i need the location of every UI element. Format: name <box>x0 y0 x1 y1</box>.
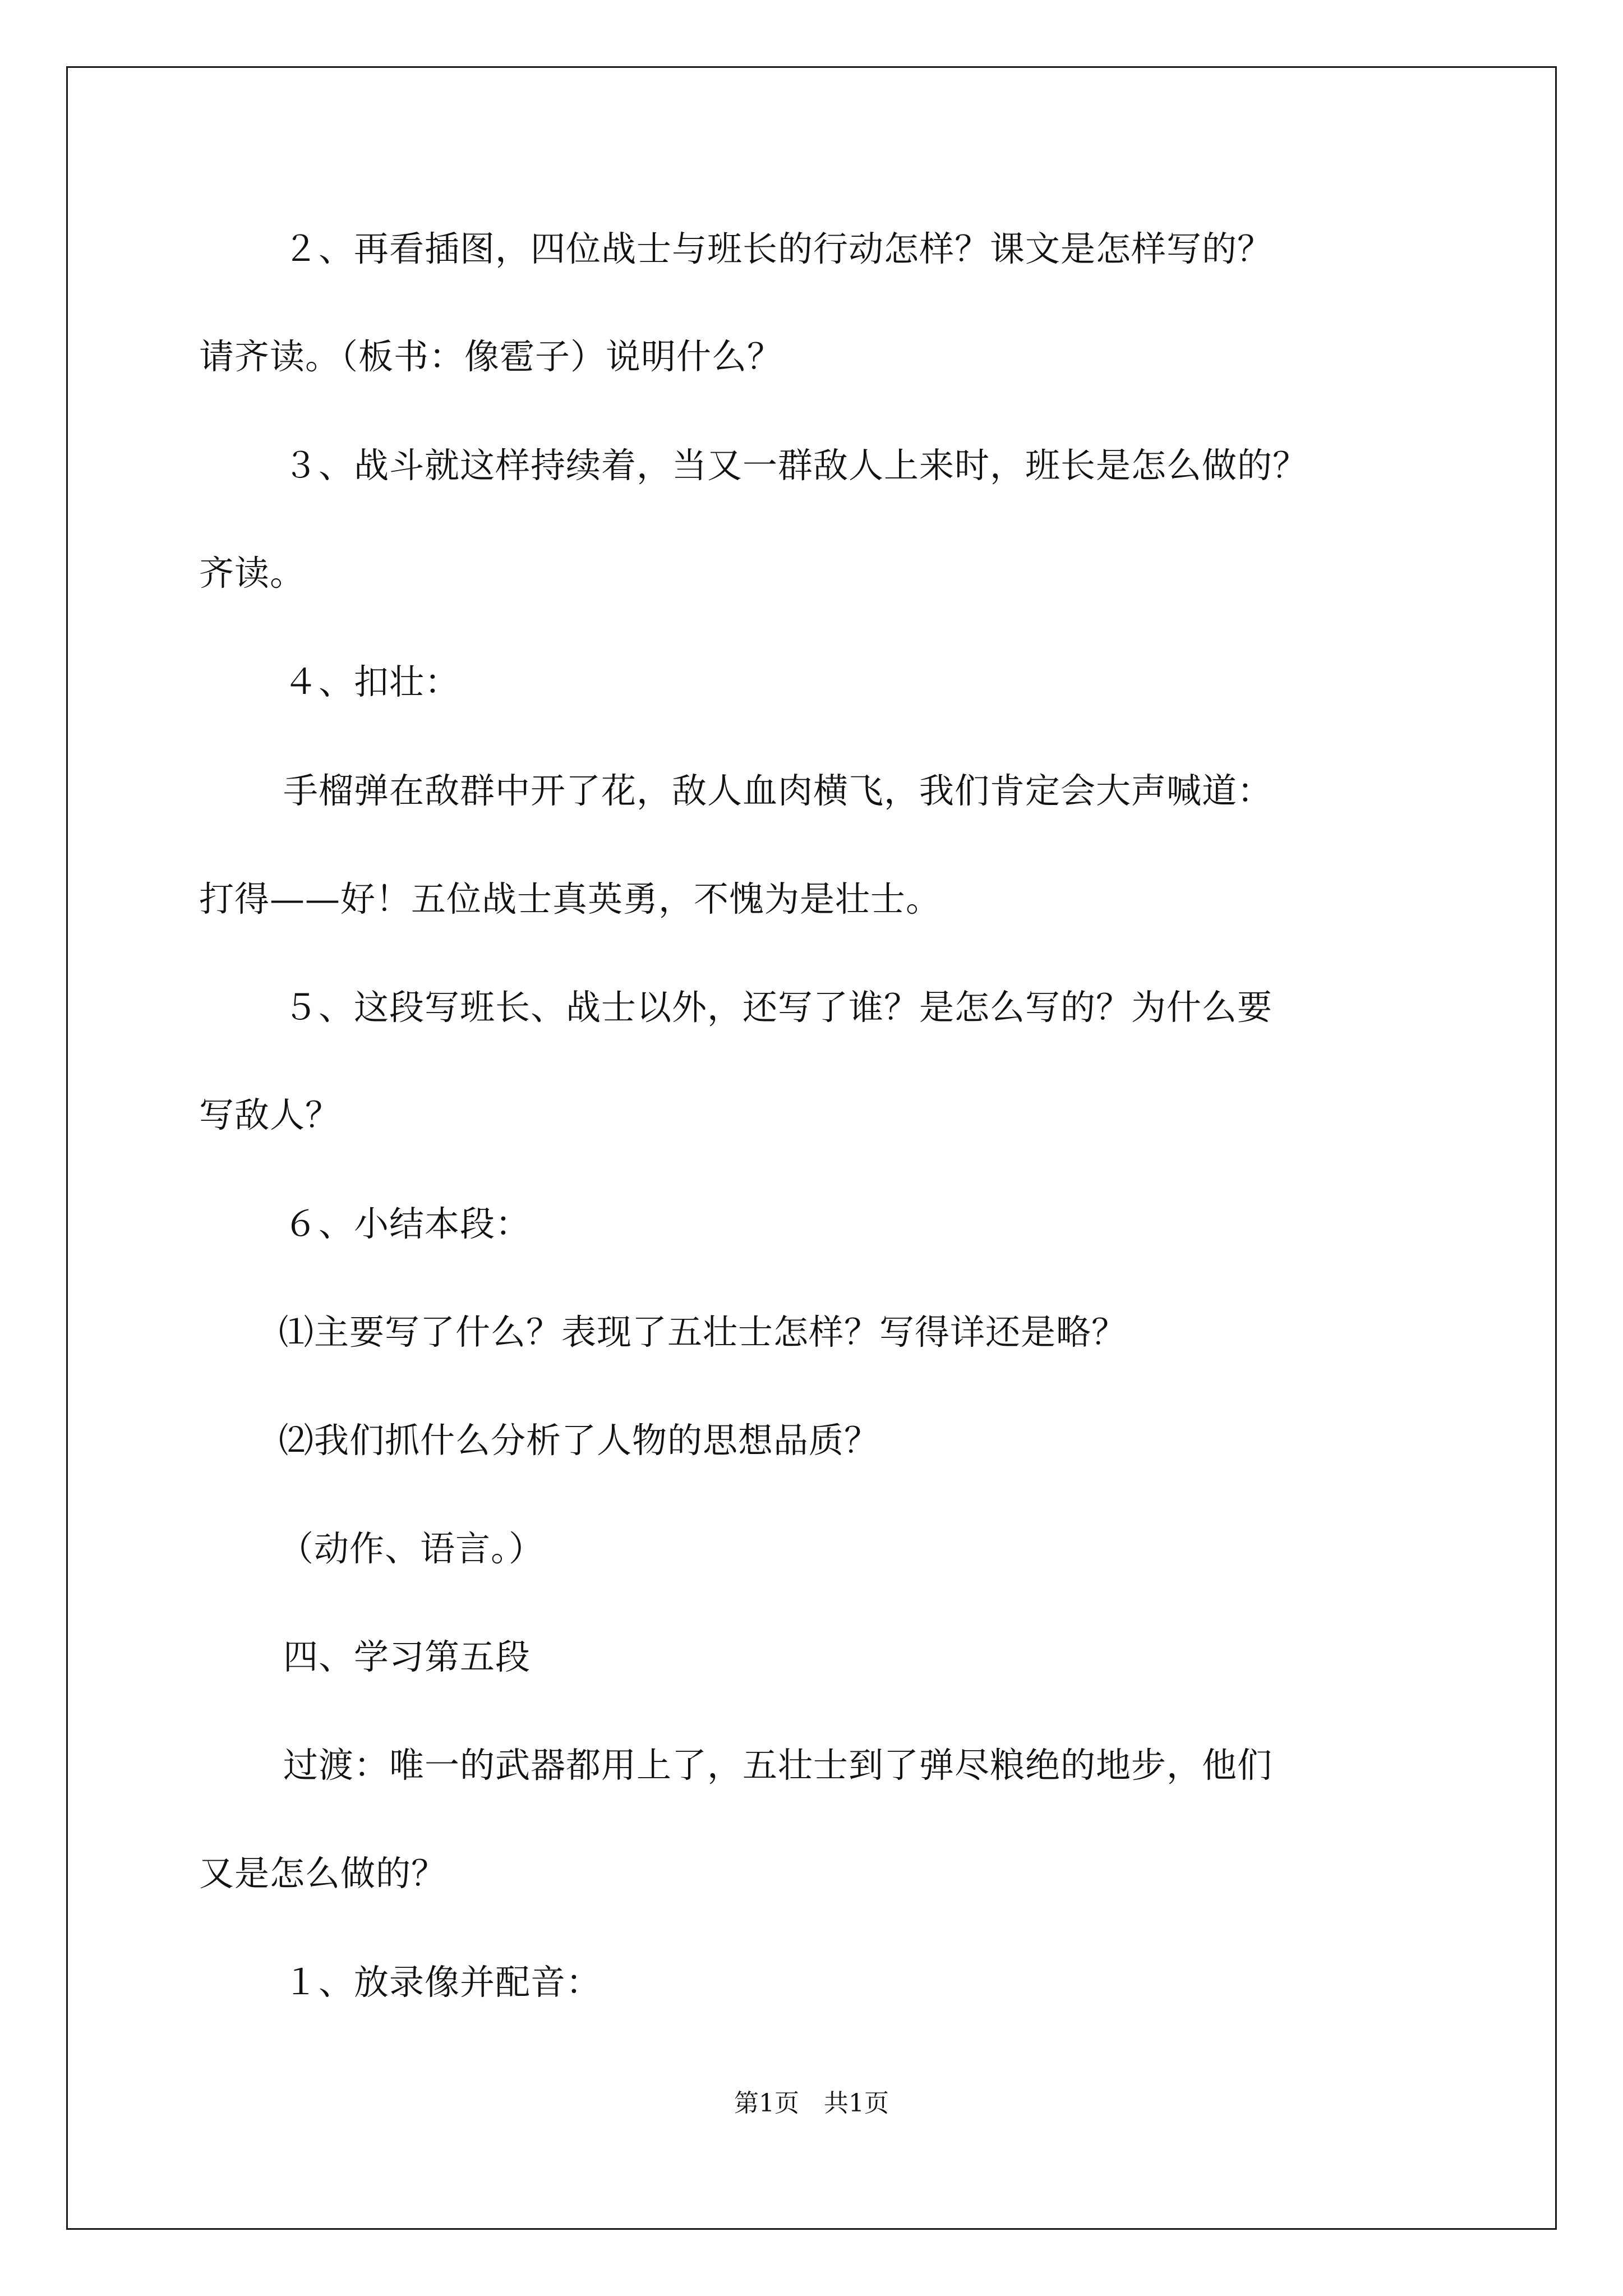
text-line-7: 打得——好！五位战士真英勇，不愧为是壮士。 <box>199 878 942 919</box>
text-line-9: 写敌人？ <box>199 1094 341 1135</box>
text-line-12: ⑵我们抓什么分析了人物的思想品质？ <box>279 1420 880 1461</box>
text-line-8: ５、这段写班长、战士以外，还写了谁？是怎么写的？为什么要 <box>283 987 1273 1028</box>
text-line-17: １、放录像并配音： <box>283 1962 602 2003</box>
text-line-2: 请齐读。（板书：像雹子）说明什么？ <box>199 336 783 377</box>
text-line-11: ⑴主要写了什么？表现了五壮士怎样？写得详还是略？ <box>279 1312 1127 1352</box>
text-line-13: （动作、语言。） <box>279 1528 545 1569</box>
text-line-5: ４、扣壮： <box>283 661 460 702</box>
text-line-3: ３、战斗就这样持续着，当又一群敌人上来时，班长是怎么做的？ <box>283 445 1308 486</box>
text-line-15: 过渡：唯一的武器都用上了，五壮士到了弹尽粮绝的地步，他们 <box>283 1745 1273 1786</box>
text-line-1: ２、再看插图，四位战士与班长的行动怎样？课文是怎样写的？ <box>283 228 1273 269</box>
text-line-6: 手榴弹在敌群中开了花，敌人血肉横飞，我们肯定会大声喊道： <box>283 770 1273 811</box>
text-line-16: 又是怎么做的？ <box>199 1853 447 1894</box>
page-border <box>66 66 1557 2230</box>
text-line-10: ６、小结本段： <box>283 1203 531 1244</box>
text-line-14: 四、学习第五段 <box>283 1636 531 1677</box>
page-footer: 第1页 共1页 <box>734 2089 889 2118</box>
text-line-4: 齐读。 <box>199 553 306 593</box>
